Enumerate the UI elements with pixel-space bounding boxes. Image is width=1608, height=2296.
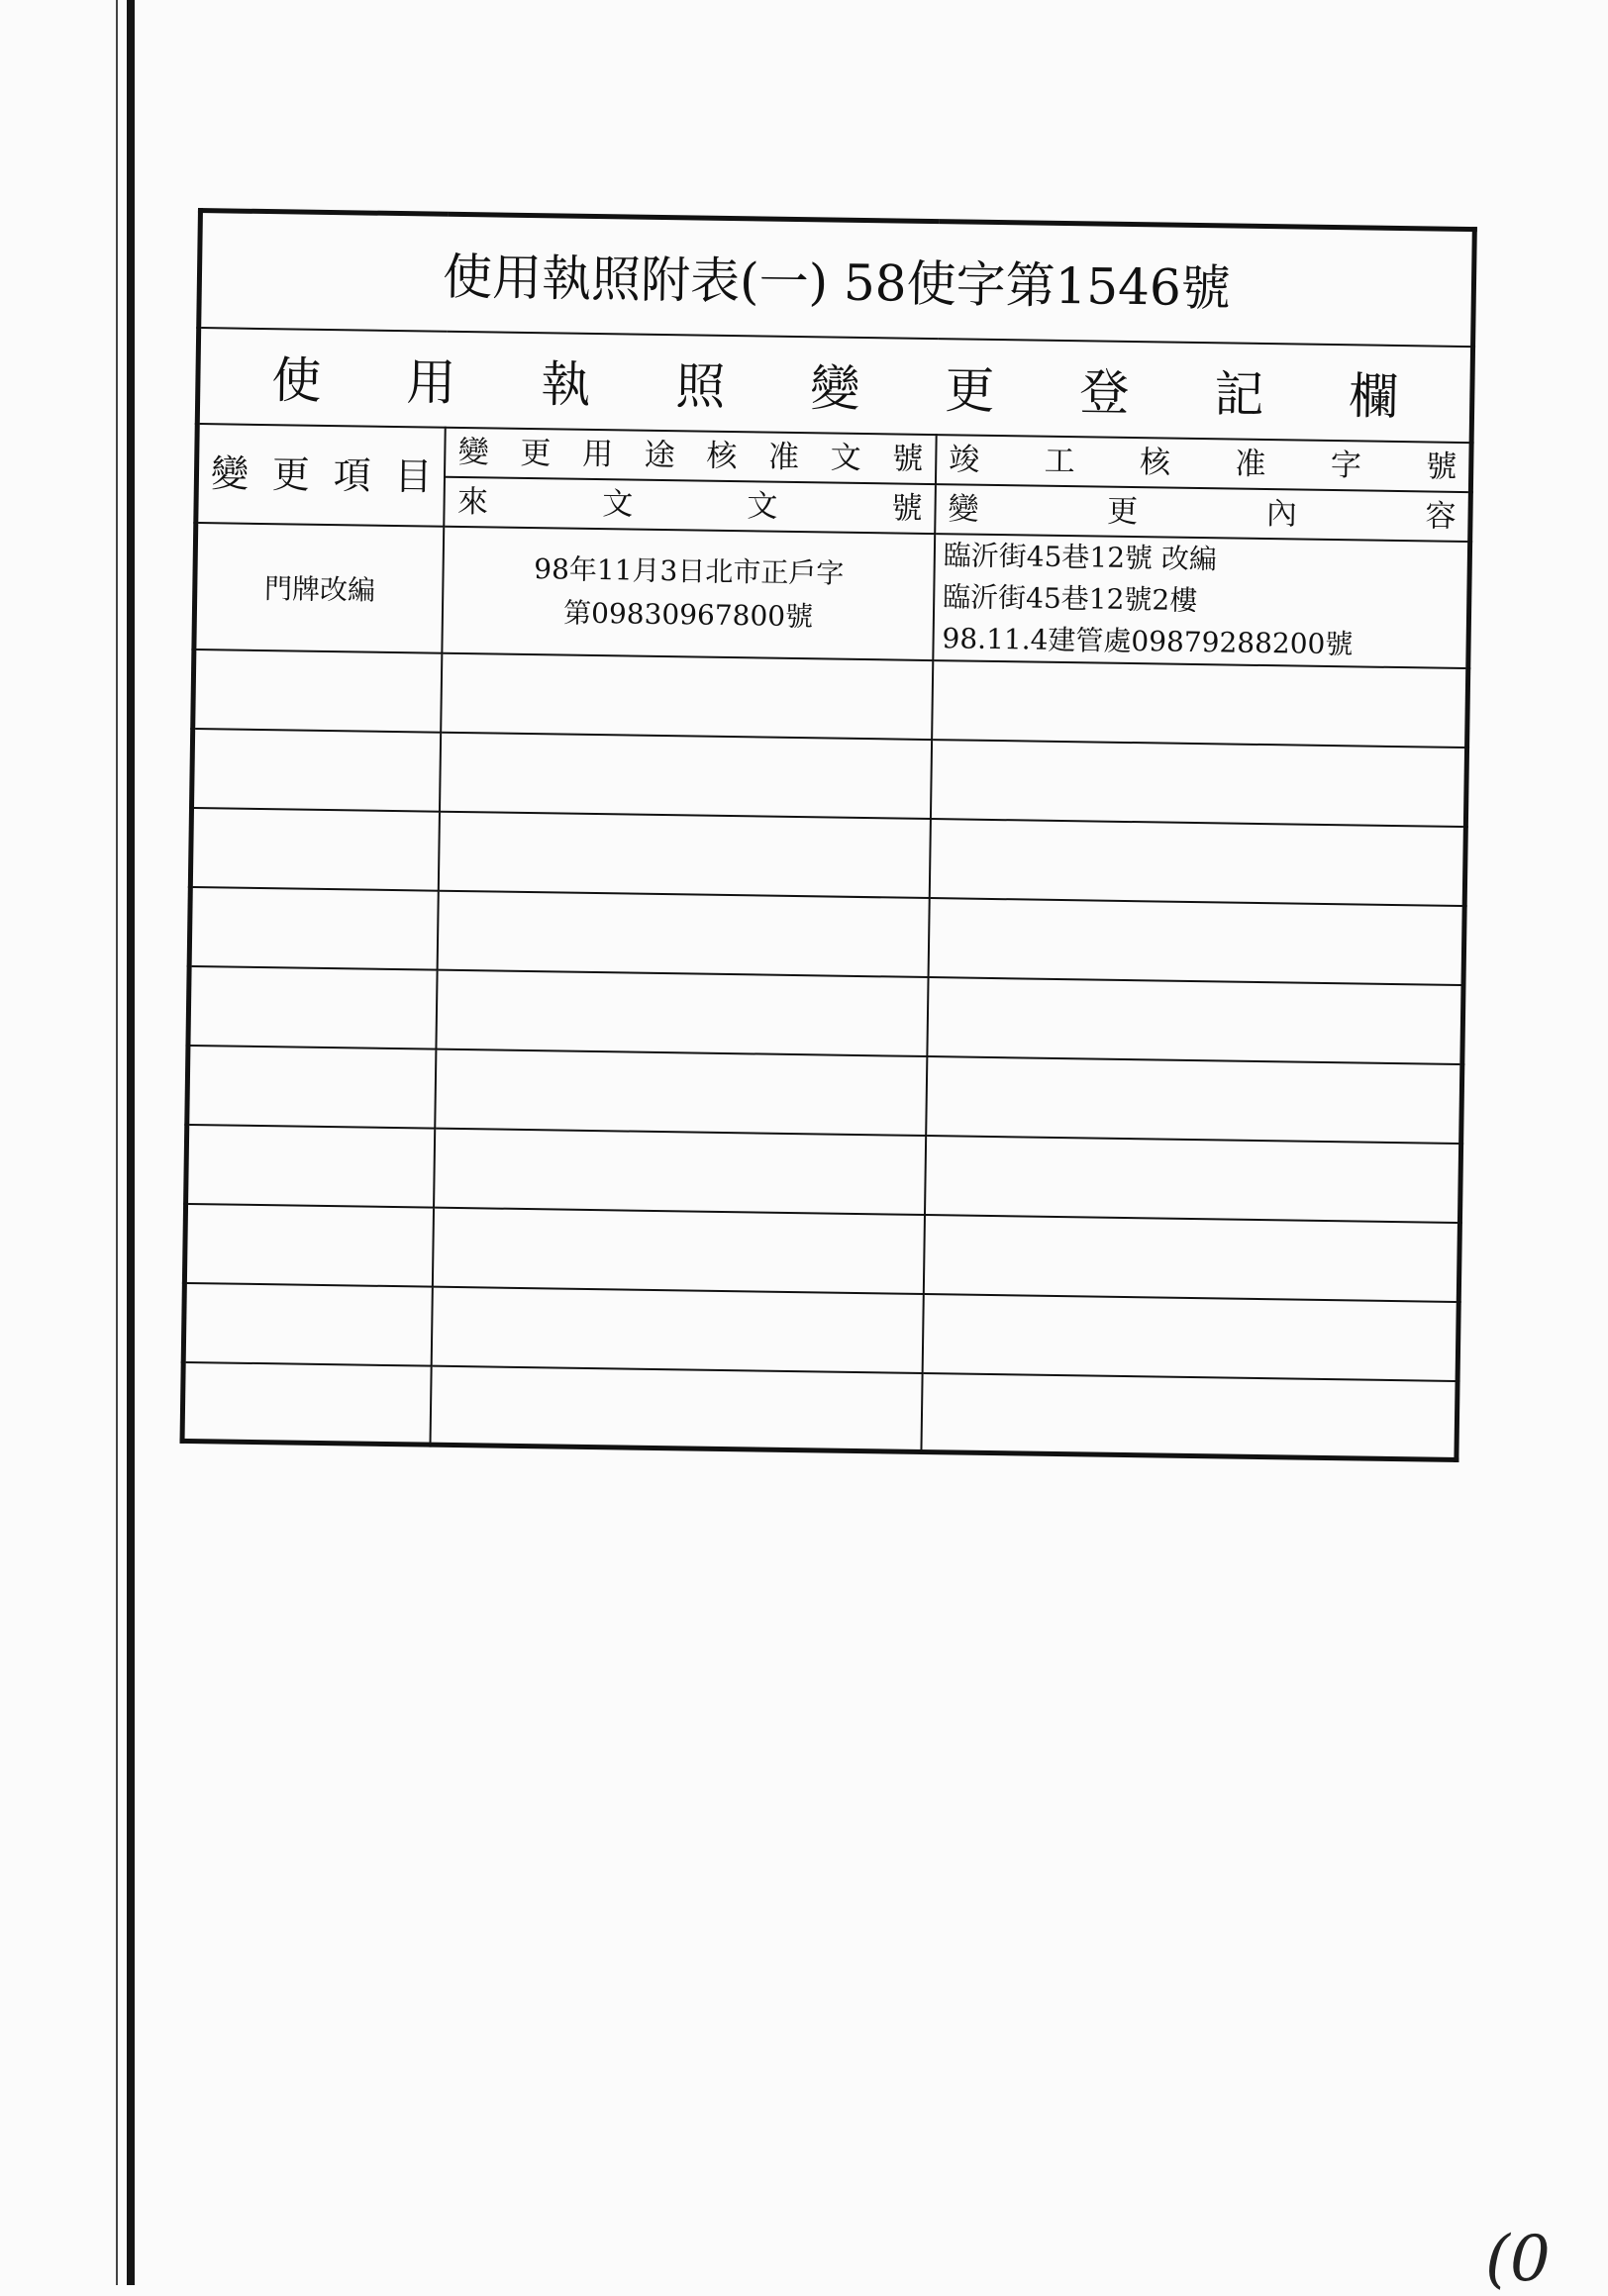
empty-cell xyxy=(431,1365,923,1451)
form-title: 使用執照附表(一) 58使字第1546號 xyxy=(199,211,1475,347)
empty-cell xyxy=(439,811,931,897)
record-item: 門牌改編 xyxy=(194,523,445,653)
empty-cell xyxy=(931,740,1467,827)
binding-edge xyxy=(127,0,135,2285)
empty-cell xyxy=(184,1203,434,1286)
change-registration-table xyxy=(179,208,1476,1462)
empty-cell xyxy=(432,1286,924,1372)
record-content xyxy=(933,534,1469,668)
record-reference xyxy=(443,526,935,659)
record-content-line: 臨沂街45巷12號2樓 xyxy=(942,579,1198,617)
header-change-item xyxy=(196,424,446,527)
empty-cell xyxy=(442,652,934,739)
empty-cell xyxy=(927,977,1463,1064)
empty-cell xyxy=(438,890,930,976)
empty-cell xyxy=(189,886,439,969)
empty-cell xyxy=(435,1128,927,1214)
record-reference-line: 第09830967800號 xyxy=(562,596,814,633)
header-completion-number-text: 竣工核准字號 xyxy=(948,441,1457,485)
empty-cell xyxy=(437,969,929,1055)
empty-cell xyxy=(923,1293,1459,1380)
empty-cell xyxy=(921,1372,1457,1459)
empty-cell xyxy=(436,1048,928,1135)
empty-cell xyxy=(932,660,1468,748)
header-completion-number xyxy=(936,435,1471,492)
table-row xyxy=(194,523,1470,668)
empty-cell xyxy=(924,1214,1460,1301)
empty-cell xyxy=(193,649,443,732)
header-reference-number-text: 來文文號 xyxy=(456,483,923,527)
header-approval-number-text: 變更用途核准文號 xyxy=(457,434,924,477)
empty-cell xyxy=(433,1207,925,1293)
header-change-content-text: 變更內容 xyxy=(948,490,1457,535)
empty-cell xyxy=(440,732,932,818)
empty-cell xyxy=(190,807,440,890)
binding-edge-line xyxy=(116,0,118,2285)
empty-cell xyxy=(926,1056,1462,1144)
empty-cell xyxy=(930,819,1466,906)
empty-cell xyxy=(192,728,442,811)
empty-cell xyxy=(187,1045,437,1128)
empty-cell xyxy=(188,965,438,1048)
header-change-content xyxy=(935,484,1470,542)
page-mark: (0 xyxy=(1485,2223,1551,2296)
header-change-item-text: 變更項目 xyxy=(210,450,433,499)
empty-cell xyxy=(186,1124,436,1207)
form-sheet xyxy=(180,208,1477,1451)
header-reference-number xyxy=(445,476,936,533)
form-subtitle xyxy=(197,328,1472,443)
record-content-line: 98.11.4建管處09879288200號 xyxy=(942,621,1354,660)
record-reference-line: 98年11月3日北市正戶字 xyxy=(534,551,845,590)
empty-cell xyxy=(928,898,1464,985)
header-approval-number xyxy=(445,427,936,483)
empty-cell xyxy=(925,1136,1461,1223)
form-subtitle-text: 使用執照變更登記欄 xyxy=(270,351,1399,427)
empty-cell xyxy=(182,1361,432,1445)
record-content-line: 臨沂街45巷12號 改編 xyxy=(943,538,1218,575)
empty-cell xyxy=(183,1282,433,1365)
